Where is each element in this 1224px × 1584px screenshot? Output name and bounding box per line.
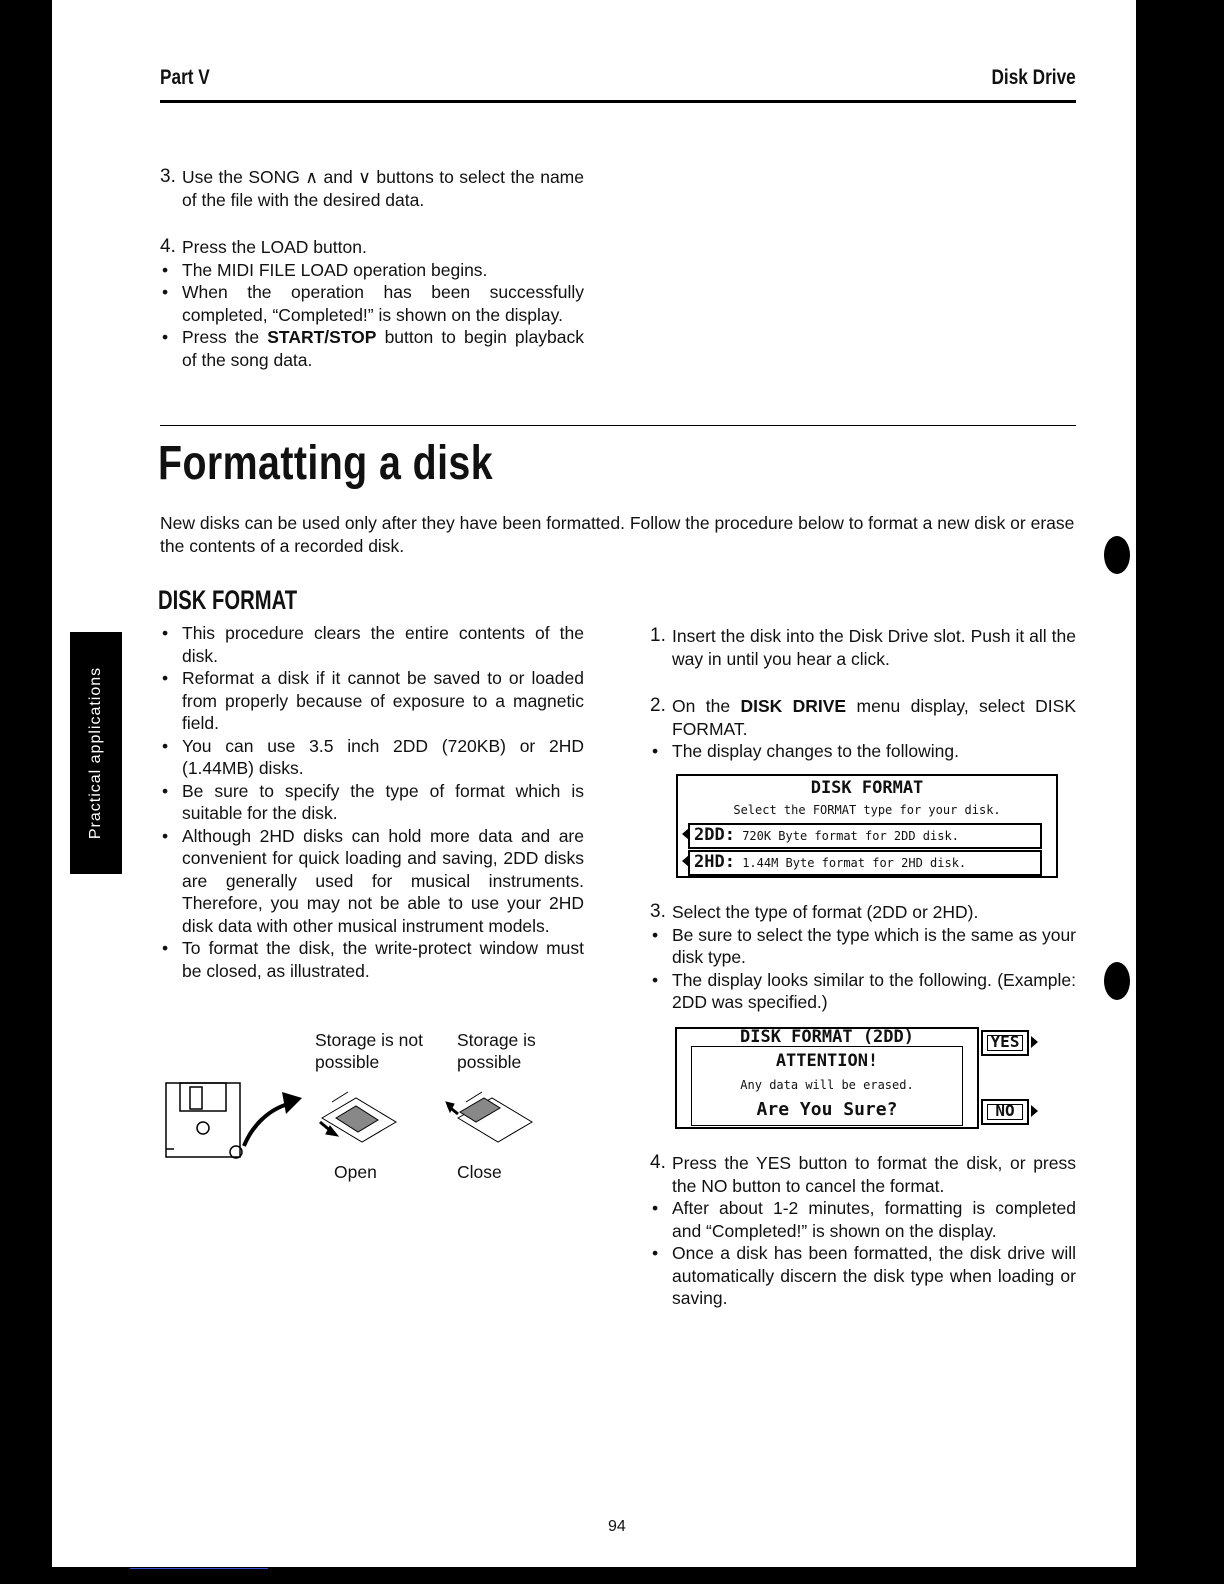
binding-hole-mark bbox=[1104, 536, 1130, 574]
bullet-item bbox=[160, 326, 584, 371]
step-text-part: menu display, select DISK FORMAT. bbox=[672, 696, 1076, 739]
right-arrow-icon bbox=[1031, 1105, 1038, 1117]
lcd-subtitle: Select the FORMAT type for your disk. bbox=[733, 803, 1001, 817]
section-rule bbox=[160, 425, 1076, 426]
right-arrow-icon bbox=[1031, 1036, 1038, 1048]
bullet-item: • After about 1-2 minutes, formatting is completed and “Completed!” is shown on the display. bbox=[650, 1197, 1076, 1242]
bullet-item: • Once a disk has been formatted, the disk drive will automatically discern the disk type when loading or saving. bbox=[650, 1242, 1076, 1310]
scan-border-left bbox=[0, 0, 52, 1584]
bullet-item: • The MIDI FILE LOAD operation begins. bbox=[160, 259, 584, 282]
subheading: DISK FORMAT bbox=[158, 585, 298, 615]
top-step-3 bbox=[160, 166, 584, 211]
lcd-yes-button[interactable]: YES bbox=[981, 1030, 1029, 1056]
caption-storage-not: Storage is not possible bbox=[315, 1030, 423, 1072]
lcd-format-confirm bbox=[675, 1027, 1049, 1127]
lcd-title: DISK FORMAT (2DD) bbox=[740, 1027, 914, 1047]
step-text: Insert the disk into the Disk Drive slot. Push it all the way in until you hear a click. bbox=[672, 626, 1076, 669]
step-number: 1. bbox=[650, 625, 666, 646]
lcd-option-2dd[interactable] bbox=[688, 823, 1042, 849]
bullet-item: • Be sure to select the type which is the same as your disk type. bbox=[650, 924, 1076, 969]
bullet-text: button to begin playback of the song data. bbox=[182, 327, 584, 370]
step-number: 3. bbox=[650, 901, 666, 922]
right-step-3 bbox=[650, 901, 1076, 1014]
step-text bbox=[672, 695, 1076, 740]
lcd-attention: ATTENTION! bbox=[775, 1051, 879, 1071]
lcd-option-text: 1.44M Byte format for 2HD disk. bbox=[742, 856, 967, 870]
intro-paragraph: New disks can be used only after they have been formatted. Follow the procedure below to format a new disk or erase the contents of a recorded disk. bbox=[160, 513, 1075, 556]
caption-open: Open bbox=[334, 1162, 377, 1182]
bullet-item: • The display looks similar to the following. (Example: 2DD was specified.) bbox=[650, 969, 1076, 1014]
lcd-option-key: 2DD: bbox=[694, 825, 735, 845]
caption-close: Close bbox=[457, 1162, 502, 1182]
step-text: Select the type of format (2DD or 2HD). bbox=[672, 902, 979, 922]
side-tab-label: Practical applications bbox=[87, 666, 104, 840]
lcd-title: DISK FORMAT bbox=[810, 778, 924, 798]
write-protect-open-icon bbox=[320, 1092, 396, 1142]
step-text-part: On the bbox=[672, 696, 741, 716]
top-step-4 bbox=[160, 236, 584, 371]
page-title: Formatting a disk bbox=[158, 437, 494, 490]
pointer-arrow-icon bbox=[244, 1092, 302, 1146]
step-text-bold: DISK DRIVE bbox=[740, 696, 847, 716]
right-step-4 bbox=[650, 1152, 1076, 1310]
header-part: Part V bbox=[160, 66, 210, 89]
header-section: Disk Drive bbox=[991, 66, 1076, 89]
bullet-item: • Reformat a disk if it cannot be saved to or loaded from properly because of exposure to a magnetic field. bbox=[160, 667, 584, 735]
lcd-disk-format-select bbox=[676, 774, 1058, 878]
lcd-option-2hd[interactable] bbox=[688, 850, 1042, 876]
scan-artifact-line bbox=[130, 1568, 268, 1569]
scan-border-bottom bbox=[0, 1567, 1224, 1584]
page-number: 94 bbox=[608, 1518, 626, 1535]
step-text: Use the SONG ∧ and ∨ buttons to select the name of the file with the desired data. bbox=[182, 167, 584, 210]
right-step-2 bbox=[650, 695, 1076, 763]
scan-border-right bbox=[1136, 0, 1224, 1584]
left-bullets bbox=[160, 622, 584, 982]
left-arrow-icon bbox=[682, 855, 689, 867]
bullet-item: • Be sure to specify the type of format which is suitable for the disk. bbox=[160, 780, 584, 825]
lcd-option-text: 720K Byte format for 2DD disk. bbox=[742, 829, 959, 843]
step-number: 4. bbox=[650, 1152, 666, 1173]
page-header bbox=[160, 62, 1076, 103]
lcd-message-box bbox=[691, 1046, 963, 1126]
lcd-frame bbox=[675, 1027, 979, 1129]
step-text: Press the LOAD button. bbox=[182, 237, 367, 257]
floppy-disk-illustration bbox=[160, 1076, 560, 1166]
bullet-item: • This procedure clears the entire contents of the disk. bbox=[160, 622, 584, 667]
step-number: 3. bbox=[160, 166, 176, 187]
write-protect-close-icon bbox=[446, 1092, 532, 1142]
lcd-detail: Any data will be erased. bbox=[740, 1078, 914, 1092]
bullet-text: Press the bbox=[182, 327, 268, 347]
lcd-question: Are You Sure? bbox=[756, 1099, 898, 1120]
bullet-item: • When the operation has been successfully completed, “Completed!” is shown on the display. bbox=[160, 281, 584, 326]
binding-hole-mark bbox=[1104, 962, 1130, 1000]
bullet-item: • You can use 3.5 inch 2DD (720KB) or 2HD (1.44MB) disks. bbox=[160, 735, 584, 780]
bullet-item: • To format the disk, the write-protect window must be closed, as illustrated. bbox=[160, 937, 584, 982]
right-step-1 bbox=[650, 625, 1076, 670]
lcd-no-button[interactable]: NO bbox=[981, 1099, 1029, 1125]
lcd-option-key: 2HD: bbox=[694, 852, 735, 872]
bullet-item: • Although 2HD disks can hold more data and are convenient for quick loading and saving, 2DD disks are generally used for musical instruments. Therefore, you may not be able to use your 2HD disk data with other musical instrument models. bbox=[160, 825, 584, 938]
left-arrow-icon bbox=[682, 828, 689, 840]
side-tab bbox=[70, 632, 122, 874]
step-number: 2. bbox=[650, 695, 666, 716]
caption-storage-ok: Storage is possible bbox=[457, 1030, 536, 1072]
bullet-item: • The display changes to the following. bbox=[650, 740, 1076, 763]
floppy-disk-icon bbox=[166, 1083, 242, 1158]
step-number: 4. bbox=[160, 236, 176, 257]
step-text: Press the YES button to format the disk, or press the NO button to cancel the format. bbox=[672, 1153, 1076, 1196]
bullet-bold: START/STOP bbox=[267, 327, 377, 347]
